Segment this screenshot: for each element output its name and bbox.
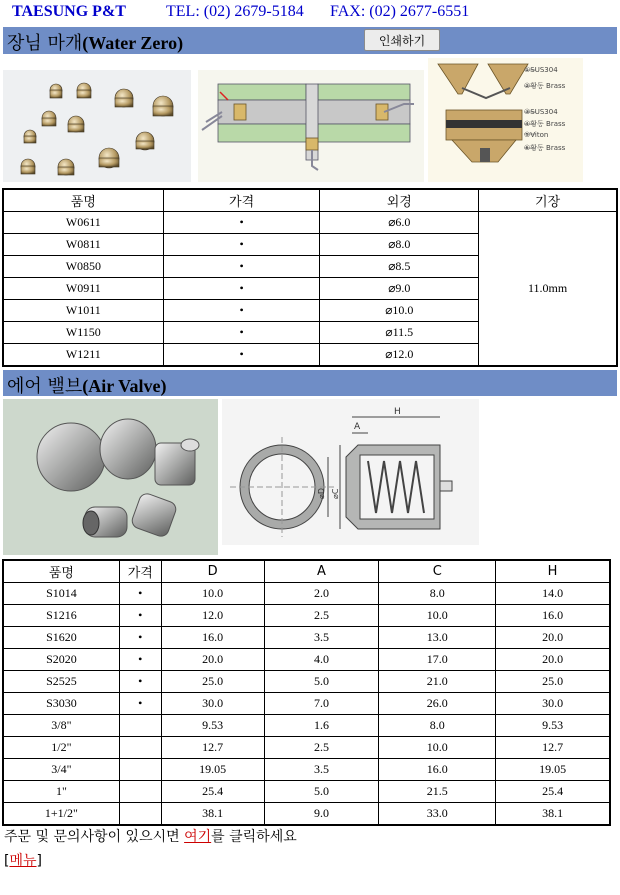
part-label-6: ⑥황동 Brass [524,144,566,152]
col-header-name: 품명 [4,190,164,212]
col-header-c: C [379,561,496,583]
h-cell: 16.0 [496,605,610,627]
table-row [4,781,610,803]
part-label-3: ③SUS304 [524,108,558,116]
col-header-price: 가격 [119,561,161,583]
h-cell: 25.0 [496,671,610,693]
page-header [0,0,620,26]
product-name-cell: W0850 [4,256,164,278]
a-cell: 3.5 [264,759,379,781]
h-cell: 19.05 [496,759,610,781]
air-valve-dimension-diagram [222,399,479,545]
a-cell: 1.6 [264,715,379,737]
water-zero-install-diagram [198,70,424,182]
water-zero-title: 장님 마개(Water Zero) [7,33,184,54]
print-button[interactable]: 인쇄하기 [364,29,440,51]
table-row [4,715,610,737]
part-label-5: ⑤Viton [524,131,549,139]
table-row [4,605,610,627]
water-zero-photo [3,70,191,182]
product-name-cell: 3/4" [4,759,120,781]
price-cell: • [163,278,320,300]
install-diagram-graphic [198,70,424,182]
price-cell: • [163,300,320,322]
product-name-cell: 3/8" [4,715,120,737]
price-cell [119,781,161,803]
menu-link[interactable]: 메뉴 [9,853,37,869]
air-valve-photo [3,399,218,555]
a-cell: 2.5 [264,737,379,759]
price-cell: • [163,322,320,344]
dim-label-h: H [394,407,401,417]
price-cell: • [163,344,320,366]
price-cell: • [119,671,161,693]
od-cell: ⌀10.0 [320,300,479,322]
c-cell: 33.0 [379,803,496,825]
a-cell: 7.0 [264,693,379,715]
d-cell: 19.05 [161,759,264,781]
order-inquiry-text: 주문 및 문의사항이 있으시면 여기를 클릭하세요 [4,829,297,845]
h-cell: 38.1 [496,803,610,825]
product-name-cell: S2525 [4,671,120,693]
a-cell: 2.0 [264,583,379,605]
d-cell: 10.0 [161,583,264,605]
price-cell: • [119,649,161,671]
col-header-a: A [264,561,379,583]
od-cell: ⌀12.0 [320,344,479,366]
a-cell: 3.5 [264,627,379,649]
price-cell [119,759,161,781]
product-name-cell: W0811 [4,234,164,256]
air-valve-title: 에어 밸브(Air Valve) [7,376,167,397]
product-name-cell: W1211 [4,344,164,366]
col-header-od: 외경 [320,190,479,212]
price-cell: • [119,693,161,715]
water-zero-title-bar [3,27,617,54]
product-name-cell: S3030 [4,693,120,715]
price-cell: • [163,256,320,278]
d-cell: 9.53 [161,715,264,737]
d-cell: 30.0 [161,693,264,715]
product-name-cell: S1216 [4,605,120,627]
part-label-2: ②황동 Brass [524,82,566,90]
air-valve-drawing [222,399,479,545]
h-cell: 14.0 [496,583,610,605]
price-cell [119,715,161,737]
price-cell: • [119,605,161,627]
od-cell: ⌀8.5 [320,256,479,278]
d-cell: 25.0 [161,671,264,693]
d-cell: 25.4 [161,781,264,803]
a-cell: 2.5 [264,605,379,627]
product-name-cell: W0611 [4,212,164,234]
part-label-4: ④황동 Brass [524,120,566,128]
dim-label-d: ⌀D [317,488,326,499]
product-name-cell: W0911 [4,278,164,300]
fax-number: FAX: (02) 2677-6551 [330,3,470,20]
od-cell: ⌀11.5 [320,322,479,344]
col-header-d: D [161,561,264,583]
product-name-cell: W1011 [4,300,164,322]
c-cell: 21.0 [379,671,496,693]
dim-label-c: ⌀C [331,488,340,499]
a-cell: 4.0 [264,649,379,671]
price-cell: • [119,627,161,649]
c-cell: 13.0 [379,627,496,649]
price-cell: • [163,234,320,256]
a-cell: 5.0 [264,781,379,803]
plugs-photo-graphic [3,70,191,182]
product-name-cell: S1620 [4,627,120,649]
h-cell: 20.0 [496,627,610,649]
dim-label-a: A [354,422,361,432]
table-row [4,737,610,759]
table-row [4,583,610,605]
table-row [4,649,610,671]
c-cell: 8.0 [379,583,496,605]
table-header-row [4,190,617,212]
product-name-cell: S1014 [4,583,120,605]
section-diagram-graphic [428,58,583,182]
od-cell: ⌀9.0 [320,278,479,300]
c-cell: 10.0 [379,605,496,627]
air-valve-title-bar [3,370,617,396]
c-cell: 8.0 [379,715,496,737]
table-row [4,671,610,693]
c-cell: 26.0 [379,693,496,715]
table-row [4,212,617,234]
air-valve-table [3,560,610,825]
order-link[interactable]: 여기 [184,829,212,845]
table-row [4,759,610,781]
part-label-1: ①SUS304 [524,66,558,74]
water-zero-section-diagram [428,58,583,182]
air-valve-photo-graphic [3,399,218,555]
h-cell: 12.7 [496,737,610,759]
product-name-cell: S2020 [4,649,120,671]
a-cell: 9.0 [264,803,379,825]
price-cell [119,737,161,759]
d-cell: 20.0 [161,649,264,671]
c-cell: 16.0 [379,759,496,781]
d-cell: 16.0 [161,627,264,649]
product-name-cell: 1/2" [4,737,120,759]
col-header-name: 품명 [4,561,120,583]
d-cell: 12.0 [161,605,264,627]
table-header-row [4,561,610,583]
d-cell: 12.7 [161,737,264,759]
price-cell: • [119,583,161,605]
col-header-price: 가격 [163,190,320,212]
col-header-h: H [496,561,610,583]
od-cell: ⌀6.0 [320,212,479,234]
table-row [4,627,610,649]
product-name-cell: 1" [4,781,120,803]
c-cell: 10.0 [379,737,496,759]
company-name: TAESUNG P&T [12,3,126,20]
water-zero-table [3,189,617,366]
table-row [4,803,610,825]
table-row [4,693,610,715]
od-cell: ⌀8.0 [320,234,479,256]
price-cell: • [163,212,320,234]
d-cell: 38.1 [161,803,264,825]
tel-number: TEL: (02) 2679-5184 [166,3,304,20]
c-cell: 21.5 [379,781,496,803]
product-name-cell: 1+1/2" [4,803,120,825]
h-cell: 25.4 [496,781,610,803]
h-cell: 20.0 [496,649,610,671]
h-cell: 9.53 [496,715,610,737]
a-cell: 5.0 [264,671,379,693]
h-cell: 30.0 [496,693,610,715]
col-header-length: 기장 [479,190,617,212]
length-cell: 11.0mm [479,212,617,366]
product-name-cell: W1150 [4,322,164,344]
price-cell [119,803,161,825]
c-cell: 17.0 [379,649,496,671]
menu-line: [메뉴] [4,853,42,869]
